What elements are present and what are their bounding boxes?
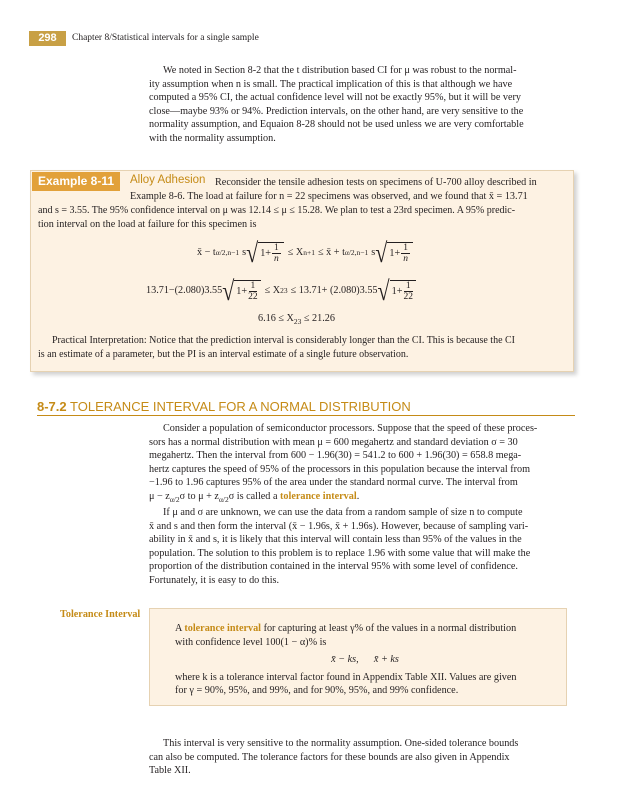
example-label: Example 8-11 <box>32 172 120 191</box>
section-rule <box>37 415 575 416</box>
body-paragraph-2 <box>149 506 569 587</box>
margin-label: Tolerance Interval <box>60 609 141 620</box>
sqrt-term <box>375 236 413 268</box>
term-tolerance-interval: tolerance interval <box>184 623 262 634</box>
formula-s: s <box>371 247 376 259</box>
formula-left: 13.71−(2.080)3.55 <box>146 285 223 297</box>
running-title: Chapter 8/Statistical intervals for a single sample <box>72 33 259 43</box>
text-line: proportion of the distribution contained in the interval 95% with some level of confidence. <box>149 561 518 572</box>
example-text-line: Reconsider the tensile adhesion tests on specimens of U-700 alloy described in <box>215 177 537 188</box>
text-line: Consider a population of semiconductor processors. Suppose that the speed of these proces- <box>163 423 538 434</box>
sqrt-term <box>222 274 260 306</box>
text-line: If μ and σ are unknown, we can use the data from a random sample of size n to compute <box>163 507 523 518</box>
denominator: 22 <box>248 292 258 302</box>
text-line: ability in x̄ and s, it is likely that this interval will contain less than 95% of the values in the <box>149 534 522 545</box>
formula-text: σ to μ + z <box>179 490 219 502</box>
formula-middle2: ≤ 13.71+ (2.080)3.55 <box>290 285 378 297</box>
text-line: population. The solution to this problem is to replace 1.96 with some value that will make the <box>149 547 531 559</box>
page-number: 298 <box>29 31 66 46</box>
section-number: 8-7.2 <box>37 399 67 414</box>
tolerance-formula: x̄ − ks, x̄ + ks <box>331 654 399 665</box>
text-line: Table XII. <box>149 765 191 776</box>
closing-paragraph <box>149 737 569 778</box>
prediction-interval-result <box>258 312 335 329</box>
text-line: can also be computed. The tolerance factors for these bounds are also given in Appendix <box>149 751 510 763</box>
formula-s: s <box>242 247 247 259</box>
example-text-line: and s = 3.55. The 95% confidence interval on μ was 12.14 ≤ μ ≤ 15.28. We plan to test a 23rd specimen. A 95% predic- <box>38 205 516 216</box>
plus: + <box>394 247 401 259</box>
numerator: 1 <box>405 281 411 291</box>
term-tolerance-interval: tolerance interval <box>280 490 357 502</box>
text-line: x̄ and s and then form the interval (x̄ − 1.96s, x̄ + 1.96s). However, because of sampling vari- <box>149 520 529 532</box>
example-text-line: Example 8-6. The load at failure for n = 22 specimens was observed, and we found that x̄ = 13.71 <box>130 191 528 202</box>
text-line: Fortunately, it is easy to do this. <box>149 574 280 586</box>
one: 1 <box>389 247 395 259</box>
text-line: This interval is very sensitive to the normality assumption. One-sided tolerance bounds <box>163 738 519 749</box>
sqrt-term <box>377 274 416 306</box>
example-text-line: tion interval on the load at failure for this specimen is <box>38 219 257 230</box>
one: 1 <box>391 285 397 297</box>
fraction <box>401 243 410 264</box>
text-line: ity assumption when n is small. The practical implication of this is that although we have <box>149 78 513 90</box>
section-heading <box>37 400 411 414</box>
numeric-prediction-interval <box>146 274 416 308</box>
one: 1 <box>236 285 242 297</box>
example-title: Alloy Adhesion <box>130 174 206 186</box>
text-line: close—maybe 93% or 94%. Prediction intervals, on the other hand, are very sensitive to the <box>149 105 524 117</box>
denominator: n <box>274 254 279 264</box>
prediction-interval-formula <box>197 236 413 270</box>
text-line: computed a 95% CI, the actual confidence level will not be exactly 95%, but it will be very <box>149 92 522 103</box>
text-line <box>175 622 555 636</box>
formula-left: x̄ − t <box>197 247 216 259</box>
text-line <box>149 490 569 507</box>
period: . <box>356 490 360 502</box>
text-line: Practical Interpretation: Notice that the prediction interval is considerably longer than the CI. This is because the CI <box>52 335 516 346</box>
section-title: TOLERANCE INTERVAL FOR A NORMAL DISTRIBUTION <box>70 399 411 414</box>
text-line: sors has a normal distribution with mean μ = 600 megahertz and standard deviation σ = 30 <box>149 436 518 448</box>
sqrt-term <box>246 236 284 268</box>
definition-content <box>175 622 555 698</box>
formula-middle2: ≤ x̄ + t <box>318 247 345 259</box>
numerator: 1 <box>403 243 408 253</box>
numerator: 1 <box>274 243 279 253</box>
formula-text: σ is called a <box>228 490 278 502</box>
result-left: 6.16 ≤ X <box>258 313 294 324</box>
radical-sign: √ <box>246 236 259 268</box>
text-line: hertz captures the speed of 95% of the processors in this population because the interval from <box>149 463 531 475</box>
denominator: 22 <box>403 292 413 302</box>
text-line: −1.96 to 1.96 captures 95% of the area under the standard normal curve. The interval from <box>149 477 518 488</box>
subscript: α/2,n−1 <box>344 248 369 258</box>
one: 1 <box>260 247 266 259</box>
subscript: α/2 <box>218 494 229 504</box>
text-line: with confidence level 100(1 − α)% is <box>175 636 327 648</box>
practical-interpretation <box>38 334 570 361</box>
formula-middle: ≤ X <box>264 285 281 297</box>
fraction <box>403 281 413 302</box>
body-paragraph-1 <box>149 422 569 506</box>
result-right: ≤ 21.26 <box>303 313 335 324</box>
subscript: 23 <box>280 286 288 296</box>
fraction <box>248 281 258 302</box>
text-line: normality assumption, and Equaion 8-28 should not be used unless we are very comfortable <box>149 119 524 130</box>
subscript: n+1 <box>303 248 316 258</box>
radical-sign: √ <box>375 236 388 268</box>
definition-box <box>149 608 567 706</box>
fraction <box>272 243 281 264</box>
radical-sign: √ <box>377 274 390 306</box>
formula-text: μ − z <box>149 490 170 502</box>
subscript: α/2,n−1 <box>215 248 240 258</box>
intro-paragraph <box>149 64 569 145</box>
numerator: 1 <box>250 281 256 291</box>
plus: + <box>265 247 272 259</box>
subscript: 23 <box>293 317 302 327</box>
formula-middle: ≤ X <box>287 247 304 259</box>
denominator: n <box>403 254 408 264</box>
text-line: for γ = 90%, 95%, and 99%, and for 90%, 95%, and 99% confidence. <box>175 685 459 696</box>
text-line: with the normality assumption. <box>149 132 276 144</box>
text-line: is an estimate of a parameter, but the PI is an interval estimate of a single future observation. <box>38 348 409 360</box>
text: for capturing at least γ% of the values in a normal distribution <box>263 623 517 634</box>
text-line: megahertz. Then the interval from 600 − 1.96(30) = 541.2 to 600 + 1.96(30) = 658.8 mega- <box>149 450 522 461</box>
plus: + <box>241 285 248 297</box>
radical-sign: √ <box>222 274 235 306</box>
plus: + <box>396 285 403 297</box>
text: A <box>175 623 182 634</box>
text-line: where k is a tolerance interval factor found in Appendix Table XII. Values are given <box>175 671 517 683</box>
subscript: α/2 <box>169 494 180 504</box>
text-line: We noted in Section 8-2 that the t distribution based CI for μ was robust to the normal- <box>163 65 517 76</box>
